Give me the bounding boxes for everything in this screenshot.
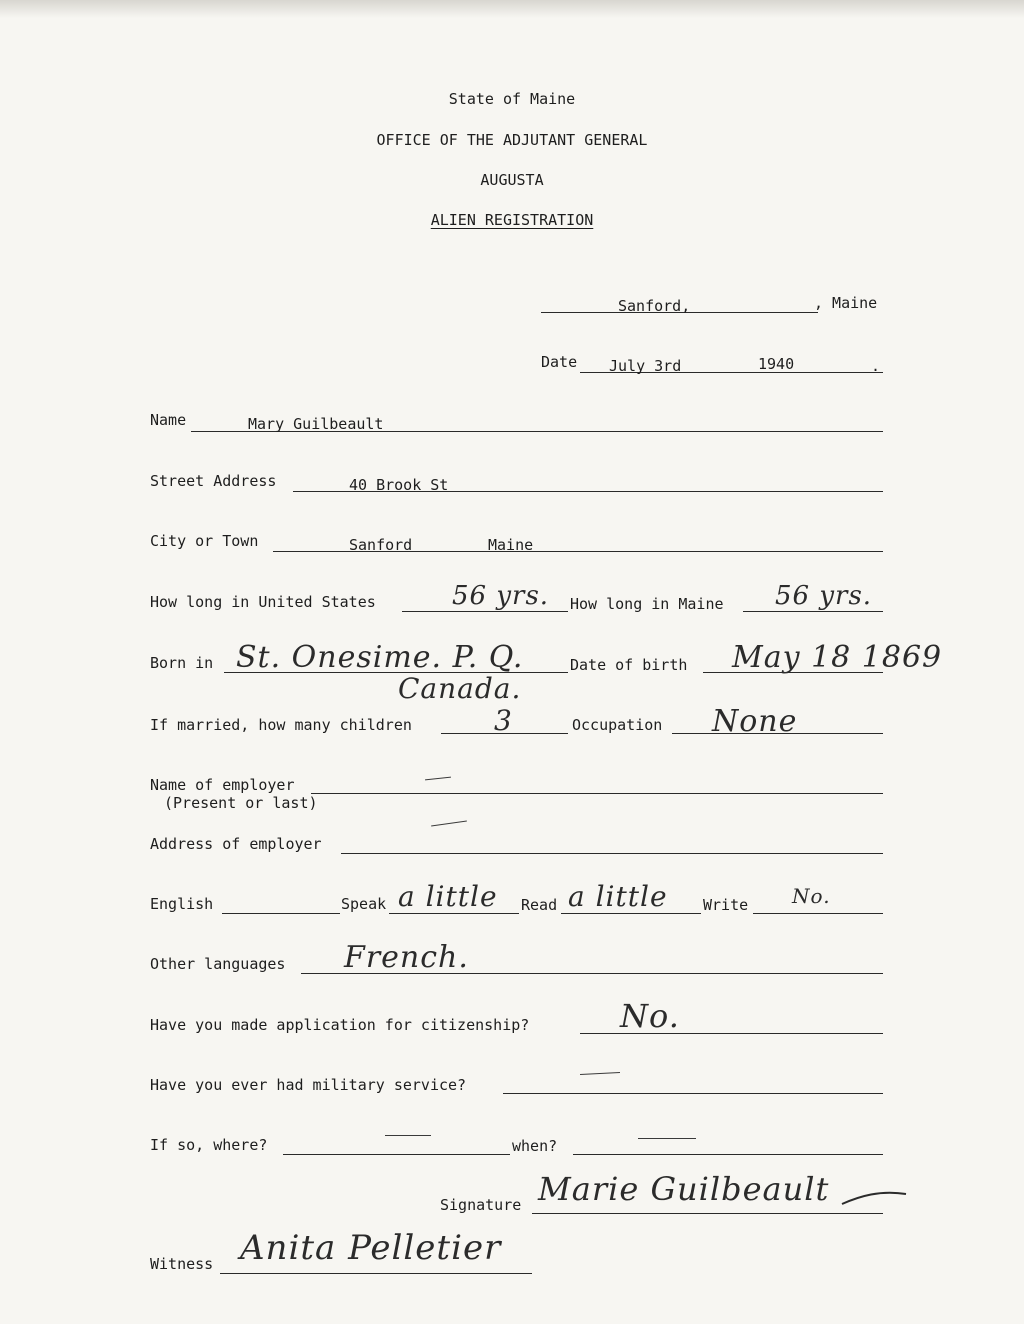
where-label: If so, where? <box>150 1136 268 1154</box>
state-suffix: , Maine <box>814 294 878 312</box>
born-country: Canada. <box>398 672 522 705</box>
read-label: Read <box>521 896 558 914</box>
how-long-us-line <box>402 611 568 612</box>
how-long-maine-line <box>743 611 883 612</box>
speak-line <box>389 913 519 914</box>
when-dash <box>638 1138 696 1139</box>
other-lang-value: French. <box>344 940 469 975</box>
witness-label: Witness <box>150 1255 214 1273</box>
military-line <box>503 1093 883 1094</box>
date-day: July 3rd <box>609 357 682 375</box>
speak-value: a little <box>398 880 498 913</box>
occupation-value: None <box>712 704 798 739</box>
employer-sub: (Present or last) <box>164 794 318 812</box>
dob-label: Date of birth <box>570 656 688 674</box>
city-value: Sanford <box>349 536 413 554</box>
employer-address-dash <box>431 820 467 826</box>
street-label: Street Address <box>150 472 277 490</box>
witness-line <box>220 1273 532 1274</box>
citizenship-label: Have you made application for citizenship? <box>150 1016 530 1034</box>
witness-value: Anita Pelletier <box>240 1228 502 1268</box>
city-label: City or Town <box>150 532 259 550</box>
read-line <box>561 913 701 914</box>
name-value: Mary Guilbeault <box>248 415 384 433</box>
children-value: 3 <box>494 704 513 737</box>
date-label: Date <box>541 353 578 371</box>
born-value: St. Onesime. P. Q. <box>236 640 524 675</box>
signature-flourish <box>840 1182 910 1212</box>
citizenship-value: No. <box>620 997 680 1035</box>
employer-line <box>311 793 883 794</box>
name-label: Name <box>150 411 187 429</box>
header-city: AUGUSTA <box>480 171 544 189</box>
how-long-us-label: How long in United States <box>150 593 376 611</box>
where-dash <box>385 1135 431 1136</box>
born-label: Born in <box>150 654 214 672</box>
english-label: English <box>150 895 214 913</box>
employer-label: Name of employer <box>150 776 295 794</box>
write-value: No. <box>792 884 831 908</box>
other-lang-label: Other languages <box>150 955 286 973</box>
employer-dash <box>425 777 451 781</box>
date-year: 1940 <box>758 355 795 373</box>
how-long-us-value: 56 yrs. <box>452 581 550 611</box>
children-label: If married, how many children <box>150 716 412 734</box>
write-label: Write <box>703 896 749 914</box>
date-terminal: . <box>871 357 881 375</box>
street-value: 40 Brook St <box>349 476 449 494</box>
when-line <box>573 1154 883 1155</box>
english-line <box>222 913 340 914</box>
occupation-label: Occupation <box>572 716 663 734</box>
employer-address-label: Address of employer <box>150 835 322 853</box>
city-state: Maine <box>488 536 534 554</box>
form-title: ALIEN REGISTRATION <box>430 211 594 229</box>
signature-line <box>532 1213 883 1214</box>
header-office: OFFICE OF THE ADJUTANT GENERAL <box>376 131 648 149</box>
when-label: when? <box>512 1137 558 1155</box>
how-long-maine-value: 56 yrs. <box>775 581 873 611</box>
signature-value: Marie Guilbeault <box>538 1170 830 1208</box>
write-line <box>753 913 883 914</box>
where-line <box>283 1154 510 1155</box>
employer-address-line <box>341 853 883 854</box>
military-label: Have you ever had military service? <box>150 1076 467 1094</box>
military-dash <box>580 1072 620 1075</box>
dob-value: May 18 1869 <box>732 640 943 675</box>
how-long-maine-label: How long in Maine <box>570 595 724 613</box>
scan-edge <box>0 0 1024 18</box>
town-value: Sanford, <box>618 297 691 315</box>
read-value: a little <box>568 880 668 913</box>
signature-label: Signature <box>440 1196 522 1214</box>
header-state: State of Maine <box>448 90 576 108</box>
speak-label: Speak <box>341 895 387 913</box>
